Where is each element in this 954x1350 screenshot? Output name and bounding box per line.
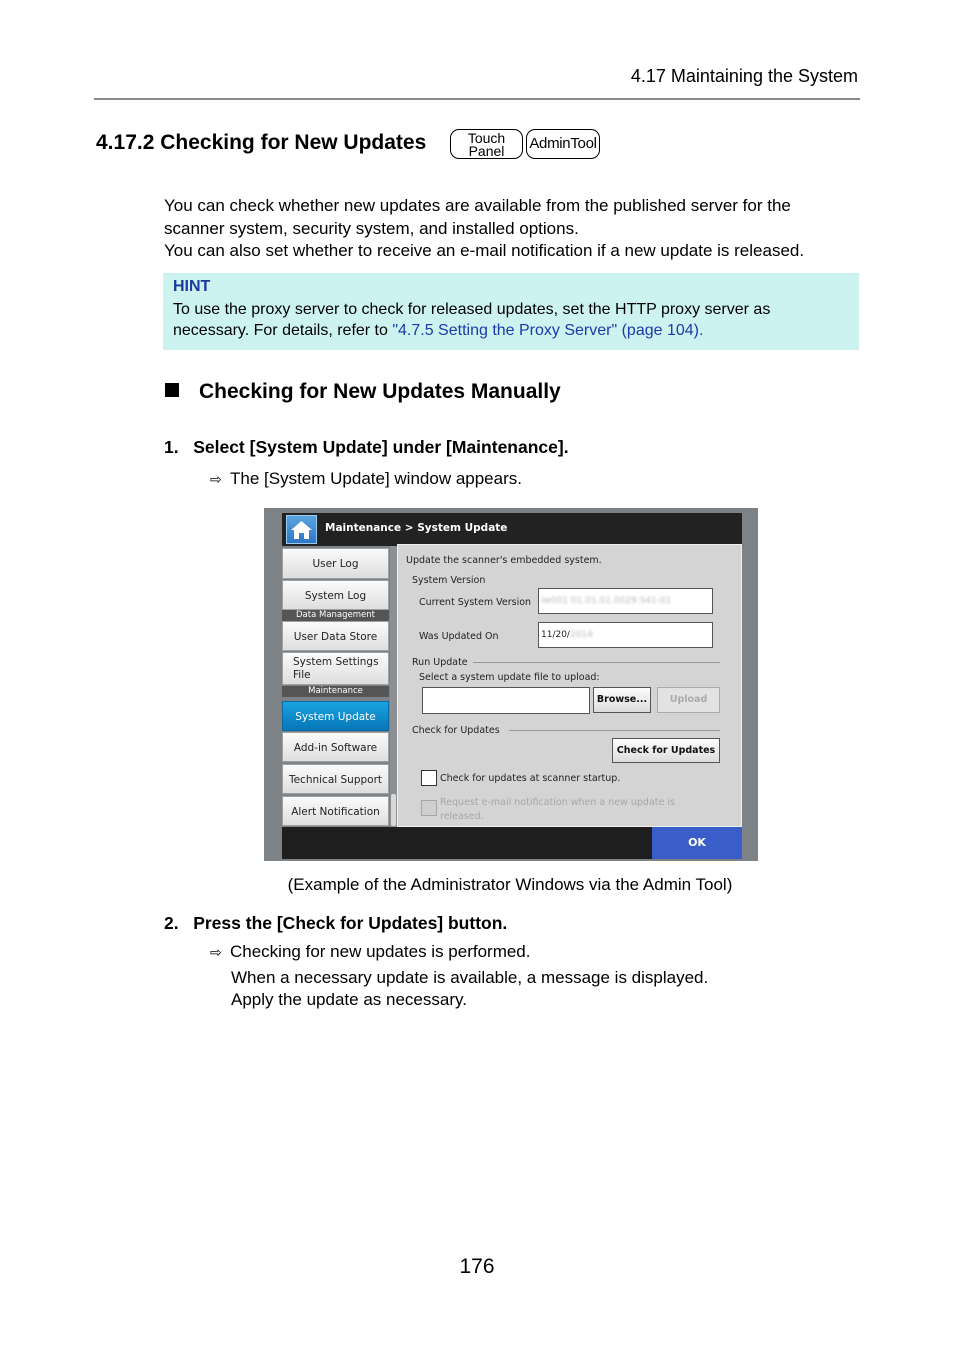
proxy-server-link[interactable]: "4.7.5 Setting the Proxy Server" (page 104): [392, 322, 699, 339]
step-2: [164, 913, 507, 934]
sidebar-item-technical-support[interactable]: Technical Support: [282, 764, 389, 794]
step-1-text: Select [System Update] under [Maintenance].: [193, 437, 569, 457]
current-version-label: Current System Version: [419, 597, 532, 608]
touch-panel-tag-line2: Panel: [468, 143, 505, 159]
touch-panel-tag-line1: Touch: [467, 130, 506, 146]
hint-title: HINT: [173, 278, 211, 295]
home-icon[interactable]: [286, 515, 317, 544]
ok-button[interactable]: OK: [652, 827, 742, 859]
step-2-number: 2.: [164, 913, 179, 933]
email-notification-line2: released.: [440, 811, 484, 822]
intro-line-2: scanner system, security system, and installed options.: [164, 219, 579, 238]
page-number: 176: [459, 1255, 495, 1278]
browse-button[interactable]: Browse...: [593, 687, 651, 713]
sidebar: [282, 546, 389, 827]
system-version-group-label: System Version: [412, 575, 486, 586]
email-notification-line1: Request e-mail notification when a new update is: [440, 797, 675, 808]
sidebar-group-data-management: Data Management: [282, 610, 389, 621]
sidebar-item-alert-notification[interactable]: Alert Notification: [282, 796, 389, 826]
step-2-result-text-2: When a necessary update is available, a message is displayed.: [231, 968, 709, 987]
sidebar-item-system-log[interactable]: System Log: [282, 580, 389, 610]
panel-description: Update the scanner's embedded system.: [406, 555, 602, 566]
system-settings-line2: File: [293, 669, 311, 681]
system-update-screenshot: [264, 508, 758, 861]
system-update-panel: [397, 544, 742, 827]
sidebar-item-system-update[interactable]: System Update: [282, 701, 389, 731]
sidebar-item-addin-software[interactable]: Add-in Software: [282, 732, 389, 762]
admin-tool-tag: AdminTool: [526, 129, 600, 159]
updated-on-blurred: 2014: [569, 630, 593, 640]
updated-on-field: [538, 622, 713, 648]
check-updates-divider: [509, 730, 720, 731]
figure-caption: (Example of the Administrator Windows via the Admin Tool): [287, 875, 733, 894]
sidebar-item-user-log[interactable]: User Log: [282, 548, 389, 579]
header-divider: [94, 98, 860, 100]
square-bullet-icon: [165, 383, 179, 397]
subsection-heading: [165, 380, 561, 404]
result-arrow-icon: ⇨: [210, 944, 222, 960]
update-file-input[interactable]: [422, 687, 590, 714]
sidebar-scrollbar[interactable]: [390, 546, 397, 827]
select-file-label: Select a system update file to upload:: [419, 672, 600, 683]
updated-on-visible: 11/20/: [541, 630, 570, 640]
sidebar-group-maintenance: Maintenance: [282, 686, 389, 697]
running-header: 4.17 Maintaining the System: [630, 66, 858, 86]
hint-line-2: [173, 320, 853, 341]
hint-line-2-suffix: .: [698, 322, 704, 339]
intro-line-3: You can also set whether to receive an e-mail notification if a new update is released.: [164, 241, 805, 260]
step-1-number: 1.: [164, 437, 179, 457]
updated-on-label: Was Updated On: [419, 631, 499, 642]
sidebar-item-user-data-store[interactable]: User Data Store: [282, 621, 389, 651]
upload-button[interactable]: Upload: [657, 687, 720, 713]
hint-line-1: To use the proxy server to check for released updates, set the HTTP proxy server as: [173, 301, 771, 318]
email-notification-label: [440, 796, 675, 824]
check-at-startup-label: Check for updates at scanner startup.: [440, 773, 621, 784]
step-1-result: [210, 469, 522, 489]
breadcrumb: Maintenance > System Update: [325, 522, 508, 534]
system-settings-line1: System Settings: [293, 656, 379, 668]
hint-text: [173, 299, 853, 341]
current-version-field: [538, 588, 713, 614]
check-for-updates-button[interactable]: Check for Updates: [612, 738, 720, 763]
step-2-result-text-1: Checking for new updates is performed.: [230, 942, 531, 961]
run-update-divider: [473, 662, 720, 663]
result-arrow-icon: ⇨: [210, 471, 222, 487]
step-1: [164, 437, 569, 458]
subsection-title: Checking for New Updates Manually: [199, 380, 561, 403]
step-2-result: [210, 942, 531, 962]
check-at-startup-checkbox[interactable]: [421, 770, 437, 786]
hint-line-2-prefix: necessary. For details, refer to: [173, 322, 393, 339]
check-updates-group-label: Check for Updates: [412, 725, 500, 736]
touch-panel-tag: [450, 129, 523, 159]
email-notification-checkbox[interactable]: [421, 800, 437, 816]
step-2-text: Press the [Check for Updates] button.: [193, 913, 508, 933]
sidebar-item-system-settings-file[interactable]: [282, 652, 389, 685]
run-update-group-label: Run Update: [412, 657, 468, 668]
step-1-result-text: The [System Update] window appears.: [230, 469, 522, 488]
step-2-result-text-3: Apply the update as necessary.: [231, 990, 467, 1009]
hint-box: [163, 273, 859, 350]
sidebar-scrollbar-thumb[interactable]: [391, 794, 396, 826]
intro-line-1: You can check whether new updates are available from the published server for the: [164, 196, 791, 215]
section-title: 4.17.2 Checking for New Updates: [96, 131, 427, 154]
current-version-value: iw001 01.01.01.0029 S41-01: [541, 596, 672, 606]
